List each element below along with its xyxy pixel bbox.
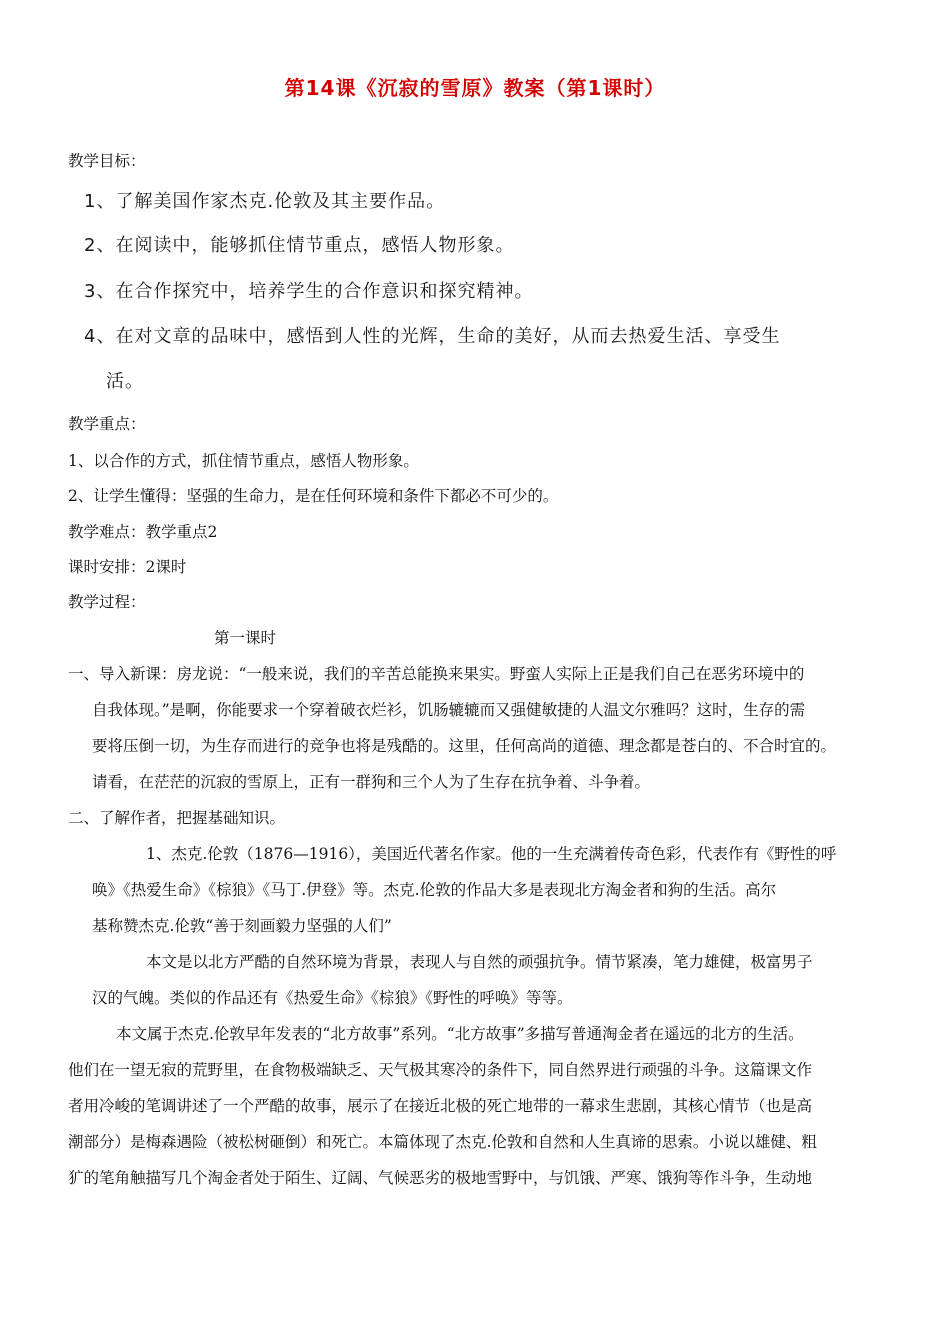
intro-line-2: 自我体现。”是啊，你能要求一个穿着破衣烂衫，饥肠辘辘而又强健敏捷的人温文尔雅吗？这时，生存的需 [92, 701, 806, 719]
goal-item-4: 4、在对文章的品味中，感悟到人性的光辉，生命的美好，从而去热爱生活、享受生 [84, 326, 781, 347]
series-line-1: 本文属于杰克.伦敦早年发表的“北方故事”系列。“北方故事”多描写普通淘金者在遥远的北方的生活。 [116, 1025, 804, 1043]
intro-line-4: 请看，在茫茫的沉寂的雪原上，正有一群狗和三个人为了生存在抗争着、斗争着。 [92, 773, 651, 791]
lesson-label: 第一课时 [214, 629, 277, 647]
author-line-2: 唤》《热爱生命》《棕狼》《马丁.伊登》等。杰克.伦敦的作品大多是表现北方淘金者和狗的生活。高尔 [92, 881, 777, 899]
author-line-3: 基称赞杰克.伦敦“善于刻画毅力坚强的人们” [92, 917, 392, 935]
theme-line-2: 汉的气魄。类似的作品还有《热爱生命》《棕狼》《野性的呼唤》等等。 [92, 989, 573, 1007]
key-point-1: 1、以合作的方式，抓住情节重点，感悟人物形象。 [68, 452, 419, 470]
author-heading: 二、了解作者，把握基础知识。 [68, 809, 286, 827]
goal-item-2: 2、在阅读中，能够抓住情节重点，感悟人物形象。 [84, 235, 515, 256]
goals-heading: 教学目标： [68, 152, 146, 170]
key-points-heading: 教学重点： [68, 415, 146, 433]
intro-line-1: 一、导入新课：房龙说：“一般来说，我们的辛苦总能换来果实。野蛮人实际上正是我们自己在恶劣环境中的 [68, 665, 805, 683]
goal-item-3: 3、在合作探究中，培养学生的合作意识和探究精神。 [84, 281, 534, 302]
series-line-2: 他们在一望无寂的荒野里，在食物极端缺乏、天气极其寒冷的条件下，同自然界进行顽强的斗争。这篇课文作 [68, 1061, 813, 1079]
series-line-5: 犷的笔角触描写几个淘金者处于陌生、辽阔、气候恶劣的极地雪野中，与饥饿、严寒、饿狗等作斗争，生动地 [68, 1169, 813, 1187]
schedule-line: 课时安排：2课时 [68, 558, 187, 576]
goal-item-1: 1、了解美国作家杰克.伦敦及其主要作品。 [84, 191, 446, 212]
theme-line-1: 本文是以北方严酷的自然环境为背景，表现人与自然的顽强抗争。情节紧凑，笔力雄健，极富男子 [146, 953, 813, 971]
goal-item-4-continued: 活。 [106, 371, 144, 392]
document-title: 第14课《沉寂的雪原》教案（第1课时） [284, 76, 666, 100]
difficulty-line: 教学难点：教学重点2 [68, 523, 218, 541]
process-heading: 教学过程： [68, 593, 146, 611]
series-line-3: 者用冷峻的笔调讲述了一个严酷的故事，展示了在接近北极的死亡地带的一幕求生悲剧，其核心情节（也是高 [68, 1097, 813, 1115]
intro-line-3: 要将压倒一切，为生存而进行的竞争也将是残酷的。这里，任何高尚的道德、理念都是苍白的、不合时宜的。 [92, 737, 837, 755]
series-line-4: 潮部分）是梅森遇险（被松树砸倒）和死亡。本篇体现了杰克.伦敦和自然和人生真谛的思索。小说以雄健、粗 [68, 1133, 817, 1151]
key-point-2: 2、让学生懂得：坚强的生命力，是在任何环境和条件下都必不可少的。 [68, 487, 559, 505]
author-line-1: 1、杰克.伦敦（1876—1916），美国近代著名作家。他的一生充满着传奇色彩，代表作有《野性的呼 [146, 845, 837, 863]
